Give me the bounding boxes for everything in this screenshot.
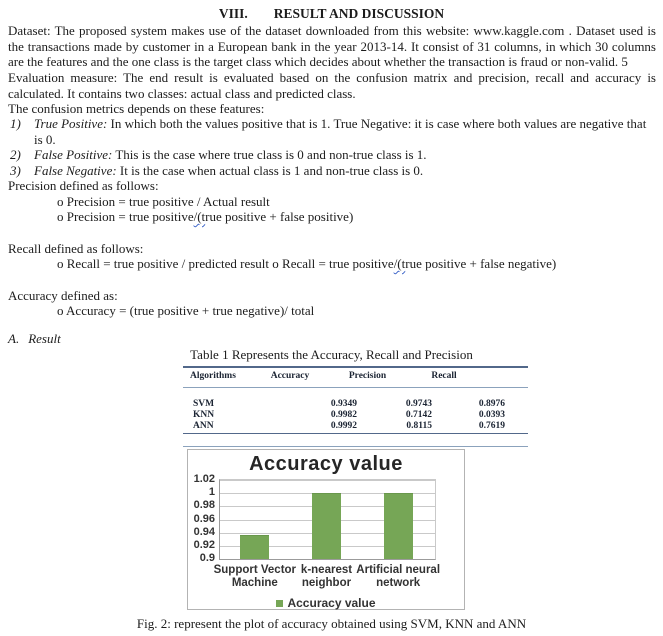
table-header-cell: Recall <box>431 371 457 381</box>
result-subheading <box>8 331 61 347</box>
table-cell: 0.9982 <box>330 410 357 420</box>
table-cell: KNN <box>193 410 215 420</box>
definition-text-segment: /(t <box>193 209 206 224</box>
y-axis-tick-label: 0.96 <box>193 512 215 525</box>
definition-block <box>8 241 656 272</box>
list-item <box>10 147 656 163</box>
table-cell: 0.9349 <box>330 399 357 409</box>
feature-list <box>10 116 656 178</box>
section-title: RESULT AND DISCUSSION <box>273 6 445 21</box>
table-cell: 0.7142 <box>405 410 432 420</box>
y-axis-tick-label: 1.02 <box>193 473 215 485</box>
definition-line <box>8 209 656 225</box>
list-item-text: False Negative: It is the case when actual class is 1 and non-true class is 0. <box>34 162 424 178</box>
y-axis-tick-label: 0.92 <box>193 538 215 551</box>
y-axis-tick-label: 1 <box>208 486 215 499</box>
table-body <box>183 399 505 432</box>
chart-title: Accuracy value <box>249 453 403 475</box>
figure-caption: Fig. 2: represent the plot of accuracy obtained using SVM, KNN and ANN <box>136 616 527 631</box>
results-table <box>183 363 528 449</box>
accuracy-bar-chart <box>187 449 465 610</box>
definition-text-segment: o Recall = true positive / predicted result o Recall = true positive <box>57 256 394 271</box>
result-subheading-title: Result <box>28 331 61 346</box>
definition-block <box>8 178 656 225</box>
section-number: VIII. <box>218 6 248 21</box>
table-cell: ANN <box>193 421 214 431</box>
x-axis-category-label: Support Vector Machine <box>213 564 297 589</box>
x-axis-category-label: k-nearest neighbor <box>300 564 353 589</box>
definition-text-segment: rue positive + false negative) <box>405 256 557 271</box>
list-item-term: True Positive: <box>34 116 108 131</box>
y-axis-tick-label: 0.9 <box>199 552 215 564</box>
definition-line <box>8 256 656 272</box>
legend-swatch <box>276 600 283 607</box>
paragraph-dataset: Dataset: The proposed system makes use of the dataset downloaded from this website: www.kaggle.com . Dataset used is the transactions made by customer in a European bank in the year 2013-14. It consist of 31 columns, in which 30 columns are the features and the one class is the target class which decides about whether the transaction is fraud or non-valid. 5 <box>8 23 656 69</box>
table-cell: 0.9992 <box>330 421 357 431</box>
section-heading <box>0 6 663 22</box>
table-cell: 0.9743 <box>405 399 432 409</box>
y-axis-tick-label: 0.98 <box>193 499 215 512</box>
definition-heading: Recall defined as follows: <box>8 240 144 256</box>
paragraph-confusion-intro: The confusion metrics depends on these features: <box>8 101 265 116</box>
definition-text-segment: rue positive + false positive) <box>205 209 354 224</box>
definition-block <box>8 288 656 319</box>
table-rule-bottom <box>183 433 528 434</box>
bar <box>240 535 269 559</box>
legend-label: Accuracy value <box>287 596 376 610</box>
bar <box>312 493 341 559</box>
table-header-cell: Algorithms <box>190 371 236 381</box>
table-cell: 0.8976 <box>478 399 505 409</box>
list-item <box>10 116 656 147</box>
table-cell: SVM <box>193 399 215 409</box>
bar <box>384 493 413 559</box>
table-rule-under-header <box>183 387 528 388</box>
table-cell: 0.0393 <box>478 410 505 420</box>
result-subheading-label: A. <box>8 331 20 346</box>
definitions-section <box>8 178 656 319</box>
list-item-term: False Positive: <box>34 147 113 162</box>
list-item-text: False Positive: This is the case where true class is 0 and non-true class is 1. <box>34 147 427 162</box>
list-item <box>10 163 656 179</box>
chart-legend <box>188 596 464 610</box>
table-caption: Table 1 Represents the Accuracy, Recall and Precision <box>190 347 473 362</box>
table-header-cell: Precision <box>348 371 387 381</box>
list-item-number: 1) <box>10 116 21 131</box>
definition-heading: Precision defined as follows: <box>8 178 159 193</box>
definition-heading: Accuracy defined as: <box>8 287 118 303</box>
table-row <box>183 410 505 421</box>
table-header-row <box>183 371 483 381</box>
x-axis-category-label: Artificial neural network <box>356 564 441 589</box>
definition-text-segment: o Precision = true positive <box>57 209 194 224</box>
list-item-term: False Negative: <box>34 162 117 178</box>
list-item-number: 3) <box>10 162 21 178</box>
definition-line <box>8 303 656 319</box>
table-cell: 0.8115 <box>406 421 432 431</box>
list-item-text: True Positive: In which both the values positive that is 1. True Negative: it is case where both values are negative that is 0. <box>34 116 647 147</box>
definition-text-segment: o Precision = true positive / Actual result <box>57 193 270 209</box>
y-axis-tick-label: 0.94 <box>193 525 215 538</box>
paragraph-evaluation: Evaluation measure: The end result is evaluated based on the confusion matrix and precision, recall and accuracy is calculated. It contains two classes: actual class and predicted class. <box>8 70 656 101</box>
definition-line <box>8 194 656 210</box>
table-row <box>183 399 505 410</box>
table-row <box>183 421 505 432</box>
table-rule-outer-bottom <box>183 446 528 447</box>
chart-gridline <box>220 480 435 481</box>
list-item-number: 2) <box>10 147 21 162</box>
table-cell: 0.7619 <box>478 421 505 431</box>
table-rule-top <box>183 366 528 368</box>
definition-text-segment: o Accuracy = (true positive + true negative)/ total <box>57 303 315 318</box>
definition-text-segment: /(t <box>393 256 406 271</box>
table-header-cell: Accuracy <box>270 371 310 381</box>
